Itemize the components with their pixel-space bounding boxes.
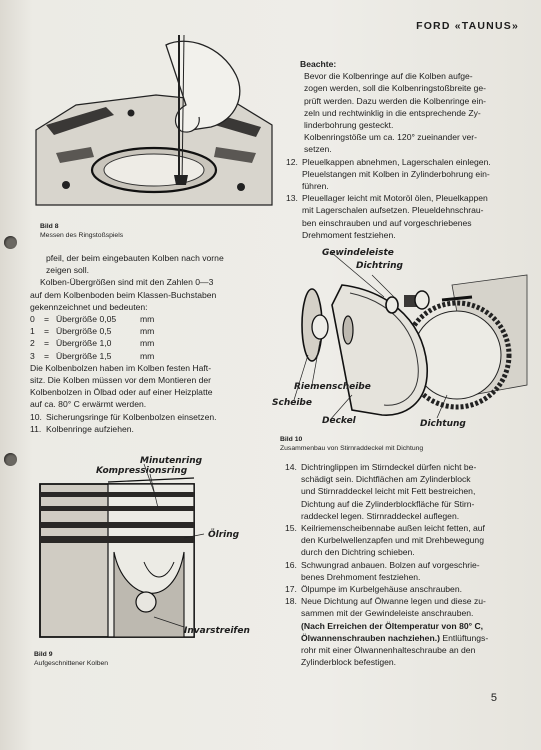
step-number: 11. [30, 423, 42, 434]
step-number: 16. [285, 559, 297, 570]
step-line [301, 632, 515, 644]
page-number: 5 [490, 692, 497, 704]
figure-cutaway-piston [34, 452, 264, 647]
text-line: zeigen soll. [46, 265, 89, 276]
figure-cover-assembly [272, 245, 527, 435]
note-line: zeln und rechtwinklig in die entsprechende Zy- [304, 107, 481, 118]
step-line: Keilriemenscheibennabe außen leicht fetten, auf [301, 523, 485, 534]
binder-hole [4, 453, 17, 466]
size-code: 3 [30, 350, 35, 361]
step-line: schädigt sein. Dichtflächen am Zylinderblock [301, 474, 471, 485]
size-text: Übergröße 0,05 [56, 314, 117, 325]
figure-ring-gap-measurement [36, 35, 272, 215]
step-18 [285, 595, 515, 668]
step-text: Entlüftungs- [442, 632, 489, 643]
step-number: 18. [285, 596, 297, 607]
figure-caption-bild9 [34, 650, 108, 668]
bold-note: Ölwannenschrauben nachziehen.) [301, 632, 440, 643]
text-line: auf ca. 80° C erwärmt werden. [30, 399, 147, 410]
step-line: rohr mit einer Ölwannenhalteschraube an den [301, 645, 476, 656]
text-line: auf dem Kolbenboden beim Klassen-Buchstaben [30, 289, 217, 300]
size-text: Übergröße 1,0 [56, 338, 112, 349]
label-scheibe: Scheibe [272, 398, 312, 408]
label-deckel: Deckel [322, 416, 356, 426]
step-line [301, 620, 515, 632]
step-line: Pleuelkappen abnehmen, Lagerschalen einlegen. [302, 156, 491, 167]
step-number: 15. [285, 523, 297, 534]
step-line: benes Drehmoment festziehen. [301, 571, 421, 582]
figure-caption-bild8 [40, 222, 123, 240]
step-line: Ölpumpe im Kurbelgehäuse anschrauben. [301, 584, 462, 595]
step-16 [285, 559, 515, 583]
step-12 [286, 156, 511, 193]
size-equals: = [44, 350, 50, 361]
step-line: mit Lagerschalen aufsetzen. Pleueldehnschrau- [302, 205, 484, 216]
step-number: 10. [30, 411, 42, 422]
page-header: FORD «TAUNUS» [416, 20, 519, 32]
figure-caption-bild10 [280, 435, 423, 453]
step-line: Pleuellager leicht mit Motoröl ölen, Pleuelkappen [302, 193, 488, 204]
step-number: 17. [285, 584, 297, 595]
figure-caption-text: Zusammenbau von Stirnraddeckel mit Dichtung [280, 445, 424, 452]
label-oelring: Ölring [208, 530, 240, 540]
step-line: durch den Dichtring schieben. [301, 547, 415, 558]
step-14 [285, 461, 515, 522]
size-equals: = [44, 314, 50, 325]
note-line: setzen. [304, 144, 332, 155]
label-minutenring: Minutenring [140, 456, 203, 466]
label-invarstreifen: Invarstreifen [184, 626, 250, 636]
size-unit: mm [140, 350, 155, 361]
oversize-row [30, 337, 266, 349]
label-kompressionsring: Kompressionsring [96, 466, 188, 476]
step-number: 14. [285, 462, 297, 472]
step-line: Drehmoment festziehen. [302, 229, 396, 240]
step-number: 13. [286, 193, 298, 204]
size-text: Übergröße 0,5 [56, 326, 112, 337]
text-line: Die Kolbenbolzen haben im Kolben festen Haft- [30, 362, 212, 373]
oversize-row [30, 350, 266, 362]
note-line: prüft werden. Dazu werden die Kolbenringe ein- [304, 95, 487, 106]
step-13 [286, 192, 511, 241]
size-unit: mm [140, 326, 155, 337]
note-line: zogen werden, soll die Kolbenringstoßbreite ge- [304, 83, 487, 94]
figure-caption-text: Aufgeschnittener Kolben [34, 660, 109, 667]
figure-label: Bild 8 [40, 223, 59, 230]
step-line: Sicherungsringe für Kolbenbolzen einsetzen. [46, 411, 217, 422]
size-unit: mm [140, 338, 155, 349]
step-17 [285, 583, 515, 595]
figure-caption-text: Messen des Ringstoßspiels [40, 232, 124, 239]
bold-note: (Nach Erreichen der Öltemperatur von 80° C, [301, 620, 484, 631]
label-dichtring: Dichtring [356, 261, 403, 271]
step-number: 12. [286, 156, 298, 167]
step-line: Neue Dichtung auf Ölwanne legen und diese zu- [301, 596, 486, 607]
size-unit: mm [140, 314, 155, 325]
step-line: sammen mit der Gewindeleiste anschrauben. [301, 608, 474, 619]
assembly-steps-column [285, 461, 515, 668]
size-equals: = [44, 326, 50, 337]
size-code: 0 [30, 314, 35, 325]
note-column [286, 58, 511, 241]
size-text: Übergröße 1,5 [56, 350, 112, 361]
size-code: 1 [30, 326, 35, 337]
text-line: Kolbenbolzen in Ölbad oder auf einer Heizplatte [30, 387, 213, 398]
step-line: und Stirnraddeckel leicht mit Fett bestreichen, [301, 486, 476, 497]
text-line: gekennzeichnet und bedeuten: [30, 301, 148, 312]
step-line: Kolbenringe aufziehen. [46, 423, 134, 434]
step-line: Schwungrad anbauen. Bolzen auf vorgeschrie- [301, 559, 480, 570]
label-riemenscheibe: Riemenscheibe [294, 382, 371, 392]
figure-label: Bild 9 [34, 651, 53, 658]
size-code: 2 [30, 338, 35, 349]
step-line: Dichtringlippen im Stirndeckel dürfen nicht be- [301, 462, 477, 472]
size-equals: = [44, 338, 50, 349]
text-line: Kolben-Übergrößen sind mit den Zahlen 0—3 [40, 277, 214, 288]
step-10 [30, 411, 266, 423]
step-line: Pleuelstangen mit Kolben in Zylinderbohrung ein- [302, 168, 490, 179]
note-line: Bevor die Kolbenringe auf die Kolben aufge- [304, 71, 473, 82]
text-line: sitz. Die Kolben müssen vor dem Montieren der [30, 375, 212, 386]
step-line: Dichtung auf die Zylinderblockfläche für Stirn- [301, 498, 475, 509]
note-title: Beachte: [300, 59, 337, 69]
step-11 [30, 423, 266, 435]
oversize-row [30, 325, 266, 337]
oversize-row [30, 313, 266, 325]
note-line: Kolbenringstöße um ca. 120° zueinander ver- [304, 132, 478, 143]
label-gewindeleiste: Gewindeleiste [322, 248, 394, 258]
piston-text-column [30, 252, 266, 435]
oversize-list [30, 313, 266, 362]
step-line: raddeckel legen. Stirnraddeckel auflegen. [301, 510, 460, 521]
binder-hole [4, 236, 17, 249]
note-line: linderbohrung gesteckt. [304, 120, 394, 131]
step-15 [285, 522, 515, 559]
text-line: pfeil, der beim eingebauten Kolben nach vorne [46, 253, 224, 263]
step-line: ben einschrauben und auf vorgeschriebenes [302, 217, 472, 228]
step-line: Zylinderblock befestigen. [301, 657, 397, 668]
step-line: den Kurbelwellenzapfen und mit Drehbewegung [301, 535, 484, 546]
label-dichtung: Dichtung [420, 419, 466, 429]
step-line: führen. [302, 181, 329, 192]
figure-label: Bild 10 [280, 436, 303, 443]
